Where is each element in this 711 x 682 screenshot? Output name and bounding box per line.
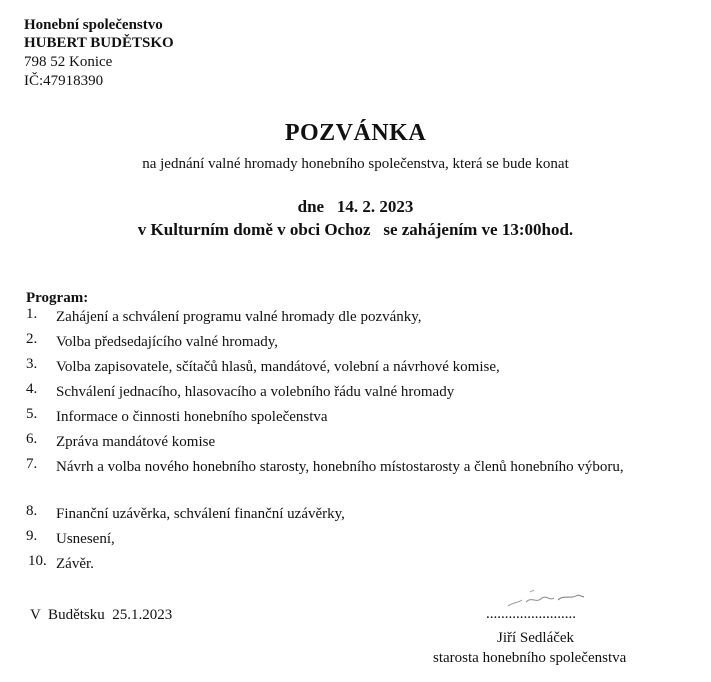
item-text: Závěr. (56, 556, 94, 572)
item-number: 8. (26, 503, 38, 519)
item-text: Zahájení a schválení programu valné hromady dle pozvánky, (56, 309, 422, 325)
item-text: Volba zapisovatele, sčítačů hlasů, mandátové, volební a návrhové komise, (56, 359, 500, 375)
item-number: 2. (26, 331, 38, 347)
item-number: 9. (26, 528, 38, 544)
item-number: 1. (26, 306, 38, 322)
invitation-title: POZVÁNKA (284, 120, 427, 146)
item-text: Zpráva mandátové komise (56, 434, 216, 450)
item-text: Schválení jednacího, hlasovacího a volebního řádu valné hromady (56, 384, 455, 400)
signer-name: Jiří Sedláček (497, 630, 575, 646)
org-name: Honební společenstvo (24, 17, 163, 33)
item-number: 5. (26, 406, 38, 422)
item-text: Finanční uzávěrka, schválení finanční uzávěrky, (56, 506, 345, 522)
place-and-date: V Budětsku 25.1.2023 (30, 607, 173, 623)
item-number: 10. (28, 553, 47, 569)
meeting-place: v Kulturním domě v obci Ochoz se zahájením ve 13:00hod. (137, 220, 574, 239)
item-text: Informace o činnosti honebního společenstva (56, 409, 328, 425)
item-text: Volba předsedajícího valné hromady, (56, 334, 279, 350)
signature-line: ........................ (486, 606, 576, 622)
org-ico: IČ:47918390 (24, 73, 104, 89)
item-number: 4. (26, 381, 38, 397)
program-heading: Program: (26, 290, 89, 306)
item-number: 3. (26, 356, 38, 372)
signer-role: starosta honebního společenstva (433, 650, 627, 666)
invitation-subtitle: na jednání valné hromady honebního společenstva, která se bude konat (142, 156, 569, 172)
org-address: 798 52 Konice (24, 54, 113, 70)
item-text: Návrh a volba nového honebního starosty, honebního místostarosty a členů honebního výboru, (56, 459, 624, 475)
item-text: Usnesení, (56, 531, 115, 547)
item-number: 7. (26, 456, 38, 472)
item-number: 6. (26, 431, 38, 447)
meeting-date: dne 14. 2. 2023 (297, 197, 414, 216)
org-name-bold: HUBERT BUDĚTSKO (24, 35, 174, 51)
